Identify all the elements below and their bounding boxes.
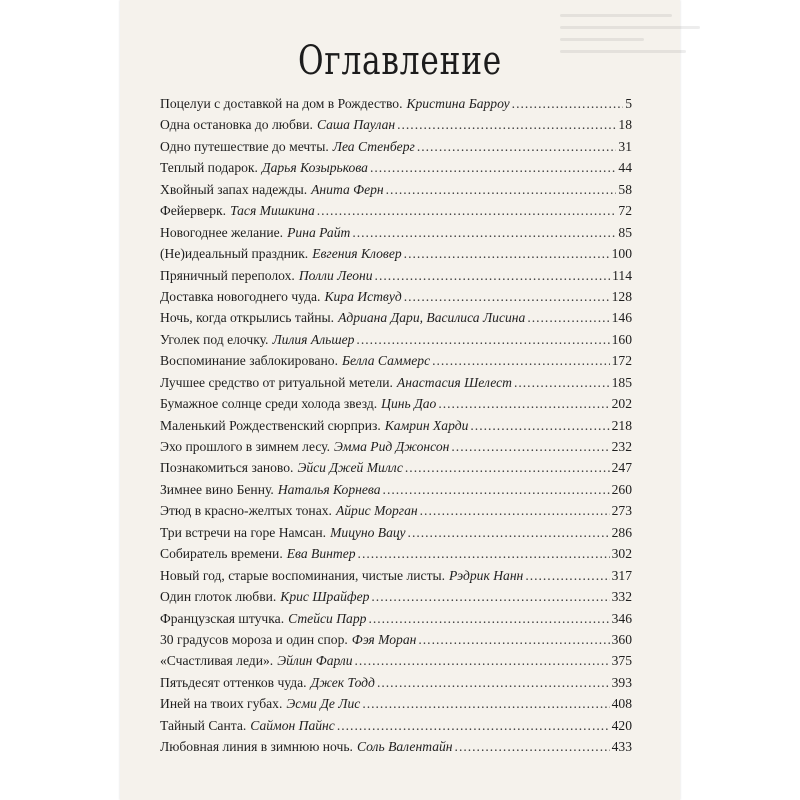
toc-entry: [160, 418, 632, 439]
dot-leader: [405, 460, 610, 476]
dot-leader: [420, 503, 610, 519]
entry-author: Камрин Харди: [384, 417, 469, 433]
entry-page-number: 85: [618, 224, 632, 240]
toc-entry: [160, 568, 632, 589]
entry-page-number: 375: [611, 653, 632, 669]
entry-author: Белла Саммерс: [342, 353, 431, 369]
entry-author: Саймон Пайнс: [250, 717, 335, 733]
entry-author: Айрис Морган: [335, 503, 418, 519]
dot-leader: [408, 525, 610, 541]
entry-author: Лилия Альшер: [272, 331, 355, 347]
entry-title: Фейерверк.: [160, 203, 227, 219]
dot-leader: [368, 611, 609, 627]
entry-title: Пятьдесят оттенков чуда.: [160, 674, 307, 690]
entry-author: Тася Мишкина: [230, 203, 315, 219]
entry-author: Рина Райт: [287, 224, 351, 240]
entry-author: Джек Тодд: [310, 674, 375, 690]
entry-page-number: 5: [625, 96, 632, 111]
toc-entry: [160, 632, 632, 653]
toc-entry: [160, 525, 632, 546]
toc-entry: [160, 696, 632, 717]
entry-author: Леа Стенберг: [332, 138, 415, 154]
entry-title: Эхо прошлого в зимнем лесу.: [160, 439, 331, 454]
entry-page-number: 273: [611, 503, 632, 519]
entry-title: Одна остановка до любви.: [160, 117, 313, 133]
entry-page-number: 160: [611, 331, 632, 347]
dot-leader: [432, 353, 610, 369]
entry-page-number: 260: [611, 481, 632, 497]
toc-entry: [160, 117, 632, 138]
book-page: [120, 0, 680, 800]
entry-author: Эйлин Фарли: [277, 653, 353, 669]
dot-leader: [317, 203, 617, 219]
entry-title: Тайный Санта.: [160, 717, 247, 733]
entry-title: Новый год, старые воспоминания, чистые листы.: [160, 567, 446, 583]
entry-page-number: 302: [611, 546, 632, 562]
dot-leader: [362, 696, 609, 712]
dot-leader: [525, 568, 609, 584]
toc-entry: [160, 246, 632, 267]
entry-author: Эйси Джей Миллс: [297, 460, 403, 476]
entry-page-number: 232: [611, 439, 632, 454]
dot-leader: [352, 225, 616, 241]
dot-leader: [527, 310, 609, 326]
entry-author: Крис Шрайфер: [280, 589, 370, 605]
toc-entry: [160, 675, 632, 696]
page-title: Оглавление: [297, 38, 503, 84]
toc-entry: [160, 503, 632, 524]
dot-leader: [386, 182, 617, 198]
entry-title: Ночь, когда открылись тайны.: [160, 310, 335, 326]
dot-leader: [438, 396, 609, 412]
toc-entry: [160, 353, 632, 374]
toc-entry: [160, 203, 632, 224]
entry-page-number: 218: [611, 417, 632, 433]
entry-title: Бумажное солнце среди холода звезд.: [160, 396, 378, 412]
entry-author: Эсми Де Лис: [286, 696, 361, 712]
entry-title: Маленький Рождественский сюрприз.: [160, 417, 381, 433]
entry-page-number: 58: [618, 181, 632, 197]
toc-entry: [160, 546, 632, 567]
entry-page-number: 202: [611, 396, 632, 412]
toc-entry: [160, 139, 632, 160]
dot-leader: [355, 653, 610, 669]
dot-leader: [370, 160, 616, 176]
toc-entry: [160, 460, 632, 481]
dot-leader: [375, 268, 611, 284]
entry-title: (Не)идеальный праздник.: [160, 246, 309, 262]
entry-title: Доставка новогоднего чуда.: [160, 288, 321, 304]
entry-title: Лучшее средство от ритуальной метели.: [160, 374, 393, 390]
entry-title: Один глоток любви.: [160, 589, 277, 605]
entry-title: Три встречи на горе Намсан.: [160, 524, 327, 540]
toc-entry: [160, 225, 632, 246]
entry-title: Зимнее вино Бенну.: [160, 481, 274, 497]
entry-author: Ева Винтер: [286, 546, 356, 562]
entry-title: Теплый подарок.: [160, 160, 258, 176]
entry-title: Поцелуи с доставкой на дом в Рождество.: [160, 96, 403, 111]
entry-page-number: 317: [611, 567, 632, 583]
entry-page-number: 433: [611, 739, 632, 755]
dot-leader: [451, 439, 609, 455]
entry-page-number: 360: [611, 631, 632, 647]
dot-leader: [356, 332, 609, 348]
entry-title: Воспоминание заблокировано.: [160, 353, 338, 369]
entry-title: Французская штучка.: [160, 610, 285, 626]
entry-page-number: 114: [612, 267, 632, 283]
toc-entry: [160, 375, 632, 396]
dot-leader: [371, 589, 609, 605]
entry-page-number: 408: [611, 696, 632, 712]
toc-entry: [160, 289, 632, 310]
entry-author: Евгения Кловер: [312, 246, 402, 262]
dot-leader: [377, 675, 610, 691]
entry-page-number: 286: [611, 524, 632, 540]
entry-title: Хвойный запах надежды.: [160, 181, 308, 197]
entry-author: Стейси Парр: [288, 610, 367, 626]
toc-entry: [160, 310, 632, 331]
entry-page-number: 44: [618, 160, 632, 176]
dot-leader: [470, 418, 609, 434]
toc-entry: [160, 160, 632, 181]
entry-author: Рэдрик Нанн: [449, 567, 524, 583]
entry-title: 30 градусов мороза и один спор.: [160, 631, 348, 647]
entry-page-number: 346: [611, 610, 632, 626]
entry-page-number: 128: [611, 288, 632, 304]
dot-leader: [404, 246, 610, 262]
entry-author: Анита Ферн: [311, 181, 384, 197]
entry-page-number: 100: [611, 246, 632, 262]
toc-entry: [160, 96, 632, 117]
toc-entry: [160, 482, 632, 503]
entry-page-number: 172: [611, 353, 632, 369]
toc-entry: [160, 589, 632, 610]
toc-entry: [160, 611, 632, 632]
entry-title: «Счастливая леди».: [160, 653, 274, 669]
entry-page-number: 247: [611, 460, 632, 476]
entry-author: Цинь Дао: [381, 396, 437, 412]
dot-leader: [358, 546, 610, 562]
entry-author: Фэя Моран: [351, 631, 417, 647]
toc-entry: [160, 396, 632, 417]
entry-author: Кира Иствуд: [324, 288, 402, 304]
dot-leader: [455, 739, 610, 755]
entry-author: Кристина Барроу: [406, 96, 510, 111]
entry-author: Саша Паулан: [316, 117, 396, 133]
entry-title: Иней на твоих губах.: [160, 696, 283, 712]
entry-title: Любовная линия в зимнюю ночь.: [160, 739, 353, 755]
entry-page-number: 31: [618, 138, 632, 154]
entry-page-number: 72: [618, 203, 632, 219]
table-of-contents: [160, 96, 632, 761]
dot-leader: [417, 139, 617, 155]
entry-title: Собиратель времени.: [160, 546, 283, 562]
dot-leader: [397, 117, 616, 133]
toc-entry: [160, 268, 632, 289]
dot-leader: [514, 375, 610, 391]
entry-author: Дарья Козырькова: [261, 160, 368, 176]
entry-title: Новогоднее желание.: [160, 224, 284, 240]
dot-leader: [383, 482, 610, 498]
dot-leader: [512, 96, 624, 112]
dot-leader: [418, 632, 609, 648]
entry-title: Познакомиться заново.: [160, 460, 294, 476]
entry-page-number: 146: [611, 310, 632, 326]
toc-entry: [160, 332, 632, 353]
entry-page-number: 185: [611, 374, 632, 390]
entry-title: Пряничный переполох.: [160, 267, 295, 283]
entry-title: Этюд в красно-желтых тонах.: [160, 503, 332, 519]
toc-entry: [160, 653, 632, 674]
toc-entry: [160, 739, 632, 760]
entry-page-number: 18: [618, 117, 632, 133]
dot-leader: [404, 289, 610, 305]
entry-page-number: 393: [611, 674, 632, 690]
entry-author: Полли Леони: [298, 267, 373, 283]
entry-title: Одно путешествие до мечты.: [160, 138, 329, 154]
toc-entry: [160, 439, 632, 460]
dot-leader: [337, 718, 610, 734]
entry-page-number: 332: [611, 589, 632, 605]
entry-author: Адриана Дари, Василиса Лисина: [338, 310, 526, 326]
toc-entry: [160, 718, 632, 739]
entry-author: Мицуно Вацу: [330, 524, 406, 540]
entry-author: Соль Валентайн: [356, 739, 453, 755]
toc-entry: [160, 182, 632, 203]
entry-page-number: 420: [611, 717, 632, 733]
entry-author: Анастасия Шелест: [396, 374, 512, 390]
entry-author: Эмма Рид Джонсон: [334, 439, 450, 454]
entry-title: Уголек под елочку.: [160, 331, 269, 347]
entry-author: Наталья Корнева: [277, 481, 381, 497]
